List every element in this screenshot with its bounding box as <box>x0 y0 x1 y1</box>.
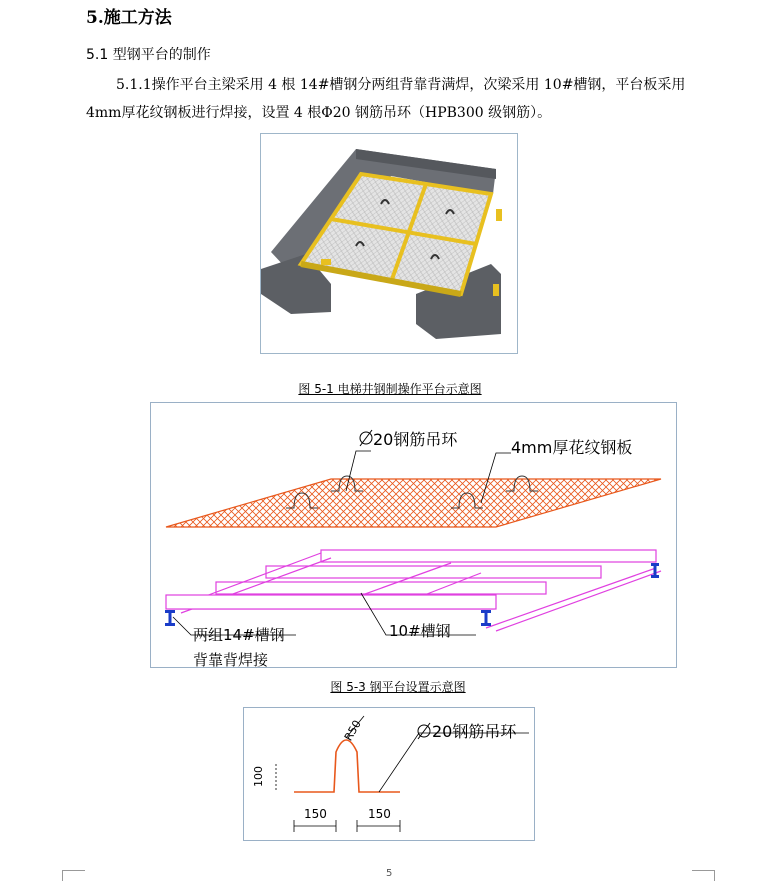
section-title: 5.施工方法 <box>86 8 172 28</box>
subsection-title: 5.1 型钢平台的制作 <box>86 47 211 63</box>
page-corner-left <box>62 870 85 881</box>
hook-detail-figure <box>243 707 535 841</box>
steel-plate <box>166 479 661 527</box>
main-beam-label-2: 背靠背焊接 <box>193 651 269 669</box>
hook-ring-label: 20钢筋吊环 <box>432 722 517 741</box>
secondary-beam-label: 10#槽钢 <box>389 622 451 640</box>
right-dimension: 150 <box>368 807 391 821</box>
ring-label: 20钢筋吊环 <box>373 430 458 449</box>
platform-schematic-figure <box>150 402 677 668</box>
main-beam-label-1: 两组14#槽钢 <box>193 626 285 644</box>
figure-5-3-caption: 图 5-3 钢平台设置示意图 <box>330 680 466 694</box>
radius-label: R50 <box>341 717 364 744</box>
figure-5-1-caption: 图 5-1 电梯井钢制操作平台示意图 <box>298 382 482 396</box>
left-dimension: 150 <box>304 807 327 821</box>
plate-label: 4mm厚花纹钢板 <box>511 438 633 457</box>
page-corner-right <box>692 870 715 881</box>
page-number: 5 <box>386 868 393 879</box>
platform-3d-image <box>260 133 518 354</box>
body-paragraph: 5.1.1操作平台主梁采用 4 根 14#槽钢分两组背靠背满焊，次梁采用 10#槽钢，平台板采用 4mm厚花纹钢板进行焊接，设置 4 根Φ20 钢筋吊环（HPB300 级钢筋）。 <box>86 77 686 121</box>
height-dimension: 100 <box>252 766 265 787</box>
